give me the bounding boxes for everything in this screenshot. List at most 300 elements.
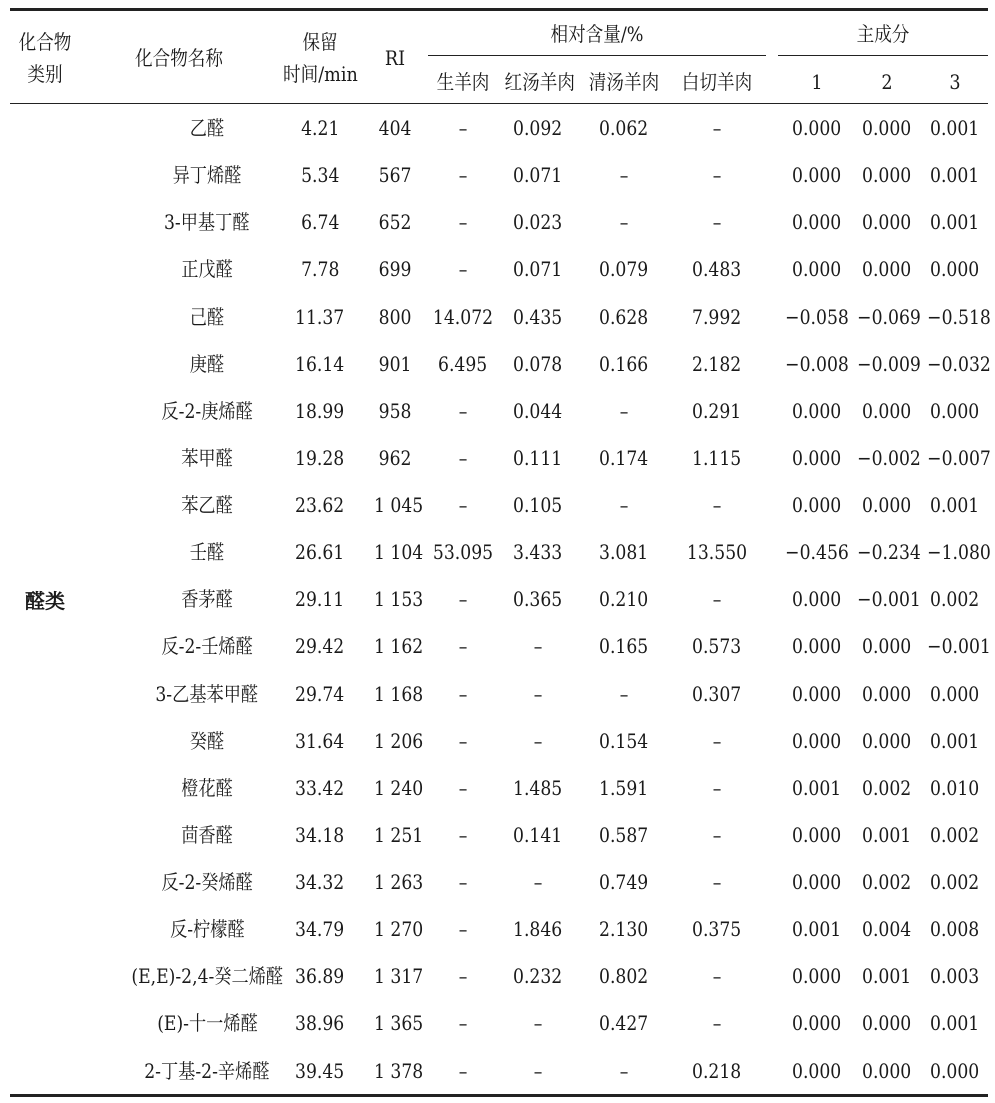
red-soup-mutton-cell <box>500 576 576 623</box>
red-soup-mutton-cell-text: 1.846 <box>513 917 563 942</box>
clear-soup-mutton-cell-text: 0.427 <box>599 1011 649 1036</box>
clear-soup-mutton-cell-text: 0.165 <box>599 634 649 659</box>
clear-soup-mutton-cell-text: – <box>619 493 629 517</box>
compound-name-cell-text: (E,E)-2,4-癸二烯醛 <box>131 964 283 989</box>
pc3-cell <box>922 435 991 482</box>
clear-soup-mutton-cell <box>582 906 666 953</box>
pc2-cell <box>852 765 922 812</box>
compound-name-cell-text: 癸醛 <box>189 728 225 753</box>
red-soup-mutton-cell <box>500 1000 576 1047</box>
white-cut-mutton-cell-text: – <box>712 116 722 140</box>
raw-mutton-cell-text: – <box>458 398 468 423</box>
table-row <box>0 388 995 435</box>
pc3-cell-text: 0.002 <box>930 587 980 612</box>
retention-index-cell-text: 1 168 <box>374 681 424 706</box>
pc2-cell-text: −0.009 <box>857 351 921 376</box>
clear-soup-mutton-cell <box>582 1048 666 1095</box>
compound-name-cell-text: 苯甲醛 <box>181 445 233 470</box>
raw-mutton-cell-text: – <box>458 681 468 706</box>
clear-soup-mutton-cell <box>582 246 666 293</box>
clear-soup-mutton-cell <box>582 388 666 435</box>
pc1-cell-text: 0.000 <box>792 964 842 989</box>
pc3-cell-text: 0.001 <box>930 163 980 188</box>
retention-time-cell <box>288 906 352 953</box>
red-soup-mutton-cell-text: – <box>533 1011 543 1036</box>
pc2-cell-text: 0.000 <box>862 493 912 517</box>
retention-time-cell <box>288 718 352 765</box>
pc1-cell <box>778 671 856 718</box>
red-soup-mutton-cell-text: 0.435 <box>513 304 563 329</box>
table-row <box>0 953 995 1000</box>
header-principal-component: 主成分 <box>856 22 910 46</box>
pc2-cell-text: 0.000 <box>862 163 912 188</box>
compound-name-cell-text: 正戊醛 <box>181 257 233 282</box>
header-pc-3: 3 <box>949 70 961 94</box>
header-pc-2: 2 <box>881 70 893 94</box>
raw-mutton-cell <box>428 1000 498 1047</box>
pc2-cell <box>852 953 922 1000</box>
pc2-cell <box>852 718 922 765</box>
category-label: 醛类 <box>25 589 65 613</box>
retention-time-cell-text: 34.79 <box>295 917 345 942</box>
clear-soup-mutton-cell <box>582 341 666 388</box>
retention-index-cell-text: 1 378 <box>374 1058 424 1083</box>
pc2-cell <box>852 812 922 859</box>
pc2-cell-text: 0.000 <box>862 210 912 235</box>
white-cut-mutton-cell <box>672 906 762 953</box>
retention-time-cell-text: 31.64 <box>295 728 345 753</box>
retention-time-cell <box>288 341 352 388</box>
retention-time-cell <box>288 812 352 859</box>
pc1-cell-text: 0.000 <box>792 163 842 188</box>
pc1-cell <box>778 294 856 341</box>
red-soup-mutton-cell-text: – <box>533 1058 543 1083</box>
pc1-cell-text: −0.008 <box>785 351 849 376</box>
table-row <box>0 246 995 293</box>
compound-name-cell <box>96 718 318 765</box>
header-compound-name: 化合物名称 <box>135 46 223 70</box>
red-soup-mutton-cell-text: 0.111 <box>513 445 563 470</box>
pc2-cell <box>852 152 922 199</box>
red-soup-mutton-cell-text: 3.433 <box>513 540 563 565</box>
pc3-cell-text: −1.080 <box>927 540 991 565</box>
pc1-cell-text: 0.000 <box>792 587 842 612</box>
white-cut-mutton-cell-text: – <box>712 587 722 612</box>
retention-time-cell <box>288 765 352 812</box>
retention-time-cell <box>288 859 352 906</box>
pc3-cell-text: 0.000 <box>930 681 980 706</box>
header-rt-line1: 保留 <box>302 30 338 54</box>
red-soup-mutton-cell <box>500 199 576 246</box>
compound-name-cell <box>96 152 318 199</box>
table-row <box>0 529 995 576</box>
pc2-cell-text: 0.000 <box>862 681 912 706</box>
clear-soup-mutton-cell-text: 3.081 <box>599 540 649 565</box>
retention-time-cell <box>288 482 352 529</box>
pc3-cell-text: 0.001 <box>930 728 980 753</box>
retention-time-cell <box>288 152 352 199</box>
header-sample-red-soup: 红汤羊肉 <box>504 70 575 94</box>
compound-name-cell-text: 3-甲基丁醛 <box>164 210 250 235</box>
clear-soup-mutton-cell <box>582 435 666 482</box>
retention-time-cell <box>288 529 352 576</box>
retention-time-cell-text: 29.11 <box>295 587 345 612</box>
raw-mutton-cell <box>428 529 498 576</box>
compound-name-cell <box>96 812 318 859</box>
retention-index-cell-text: 699 <box>378 257 412 282</box>
white-cut-mutton-cell <box>672 718 762 765</box>
pc1-cell <box>778 623 856 670</box>
pc2-cell <box>852 199 922 246</box>
white-cut-mutton-cell-text: 0.375 <box>692 917 742 942</box>
pc1-cell <box>778 1000 856 1047</box>
retention-index-cell-text: 1 153 <box>374 587 424 612</box>
raw-mutton-cell-text: – <box>458 870 468 894</box>
red-soup-mutton-cell <box>500 623 576 670</box>
pc3-cell <box>922 105 988 152</box>
pc2-cell-text: 0.002 <box>862 775 912 800</box>
retention-index-cell <box>370 294 420 341</box>
table-row <box>0 718 995 765</box>
white-cut-mutton-cell <box>672 671 762 718</box>
relative-content-underline <box>428 55 766 56</box>
retention-time-cell-text: 16.14 <box>295 351 345 376</box>
retention-time-cell-text: 7.78 <box>300 257 340 282</box>
compound-name-cell-text: 反-2-癸烯醛 <box>161 870 253 894</box>
retention-time-cell-text: 19.28 <box>295 445 345 470</box>
white-cut-mutton-cell <box>672 341 762 388</box>
red-soup-mutton-cell <box>500 953 576 1000</box>
clear-soup-mutton-cell <box>582 953 666 1000</box>
table-row <box>0 765 995 812</box>
white-cut-mutton-cell-text: 0.307 <box>692 681 742 706</box>
pc3-cell-text: 0.001 <box>930 1011 980 1036</box>
pc1-cell-text: 0.000 <box>792 398 842 423</box>
header-relative-content: 相对含量/% <box>550 22 644 46</box>
pc3-cell-text: −0.001 <box>927 634 991 659</box>
pc3-cell-text: 0.010 <box>930 775 980 800</box>
pc2-cell-text: 0.000 <box>862 728 912 753</box>
white-cut-mutton-cell <box>672 435 762 482</box>
clear-soup-mutton-cell <box>582 1000 666 1047</box>
pc2-cell <box>852 341 922 388</box>
pc3-cell-text: 0.000 <box>930 257 980 282</box>
pc3-cell-text: 0.001 <box>930 493 980 517</box>
clear-soup-mutton-cell-text: 0.174 <box>599 445 649 470</box>
pc3-cell <box>922 623 991 670</box>
raw-mutton-cell <box>428 435 498 482</box>
retention-index-cell-text: 901 <box>378 351 412 376</box>
compound-name-cell-text: 庚醛 <box>189 351 225 376</box>
compound-name-cell-text: 香茅醛 <box>181 587 233 612</box>
compound-name-cell-text: 壬醛 <box>189 540 225 565</box>
retention-time-cell <box>288 1048 352 1095</box>
table-row <box>0 623 995 670</box>
compound-name-cell <box>96 482 318 529</box>
retention-index-cell <box>370 152 420 199</box>
raw-mutton-cell-text: 53.095 <box>432 540 494 565</box>
red-soup-mutton-cell-text: 0.092 <box>513 116 563 140</box>
pc2-cell-text: 0.000 <box>862 257 912 282</box>
clear-soup-mutton-cell <box>582 812 666 859</box>
table-row <box>0 1048 995 1095</box>
retention-index-cell <box>370 812 424 859</box>
raw-mutton-cell-text: 14.072 <box>432 304 494 329</box>
compound-name-cell-text: 己醛 <box>189 304 225 329</box>
white-cut-mutton-cell <box>672 576 762 623</box>
white-cut-mutton-cell <box>672 1000 762 1047</box>
retention-time-cell-text: 23.62 <box>295 493 345 517</box>
retention-time-cell-text: 34.18 <box>295 822 345 847</box>
clear-soup-mutton-cell-text: – <box>619 163 629 188</box>
clear-soup-mutton-cell-text: – <box>619 681 629 706</box>
pc3-cell <box>922 859 988 906</box>
header-rt-line2: 时间/min <box>283 62 358 86</box>
pc3-cell <box>922 765 988 812</box>
pc3-cell-text: 0.003 <box>930 964 980 989</box>
pc3-cell-text: 0.000 <box>930 1058 980 1083</box>
white-cut-mutton-cell <box>672 105 762 152</box>
retention-time-cell <box>288 623 352 670</box>
clear-soup-mutton-cell-text: 1.591 <box>599 775 649 800</box>
retention-index-cell-text: 958 <box>378 398 412 423</box>
compound-name-cell-text: 反-2-壬烯醛 <box>161 634 253 659</box>
retention-time-cell-text: 39.45 <box>295 1058 345 1083</box>
retention-index-cell-text: 404 <box>378 116 412 140</box>
retention-time-cell-text: 5.34 <box>300 163 340 188</box>
pc1-cell-text: 0.000 <box>792 116 842 140</box>
red-soup-mutton-cell-text: 0.044 <box>513 398 563 423</box>
pc2-cell-text: −0.234 <box>857 540 921 565</box>
white-cut-mutton-cell <box>672 1048 762 1095</box>
pc3-cell-text: 0.001 <box>930 210 980 235</box>
table-row <box>0 294 995 341</box>
clear-soup-mutton-cell <box>582 671 666 718</box>
raw-mutton-cell <box>428 199 498 246</box>
pc1-cell <box>778 1048 856 1095</box>
clear-soup-mutton-cell-text: 0.628 <box>599 304 649 329</box>
white-cut-mutton-cell-text: 7.992 <box>692 304 742 329</box>
compound-name-cell-text: 反-柠檬醛 <box>169 917 245 942</box>
table-row <box>0 859 995 906</box>
pc2-cell-text: 0.000 <box>862 1058 912 1083</box>
pc3-cell <box>922 718 988 765</box>
pc3-cell <box>922 529 991 576</box>
pc2-cell-text: 0.000 <box>862 634 912 659</box>
compound-name-cell-text: 2-丁基-2-辛烯醛 <box>144 1058 270 1083</box>
compound-name-cell <box>96 671 318 718</box>
retention-index-cell <box>370 718 424 765</box>
retention-index-cell <box>370 341 420 388</box>
raw-mutton-cell <box>428 482 498 529</box>
raw-mutton-cell <box>428 906 498 953</box>
pc1-cell <box>778 341 856 388</box>
clear-soup-mutton-cell-text: 0.210 <box>599 587 649 612</box>
red-soup-mutton-cell-text: – <box>533 681 543 706</box>
pc3-cell-text: 0.000 <box>930 398 980 423</box>
retention-index-cell <box>370 1048 424 1095</box>
pc1-cell-text: 0.000 <box>792 634 842 659</box>
pc1-cell <box>778 152 856 199</box>
pc1-cell <box>778 482 856 529</box>
retention-time-cell-text: 11.37 <box>295 304 345 329</box>
clear-soup-mutton-cell-text: 2.130 <box>599 917 649 942</box>
pc2-cell <box>852 1000 922 1047</box>
compound-name-cell <box>96 1048 318 1095</box>
compound-name-cell <box>96 294 318 341</box>
white-cut-mutton-cell <box>672 152 762 199</box>
pc1-cell-text: 0.000 <box>792 822 842 847</box>
compound-name-cell-text: 橙花醛 <box>181 775 233 800</box>
pc3-cell <box>922 812 988 859</box>
clear-soup-mutton-cell <box>582 765 666 812</box>
raw-mutton-cell <box>428 105 498 152</box>
pc2-cell-text: −0.001 <box>857 587 921 612</box>
retention-index-cell <box>370 529 424 576</box>
retention-index-cell-text: 1 263 <box>374 870 424 894</box>
retention-index-cell <box>370 1000 424 1047</box>
compound-name-cell <box>96 953 318 1000</box>
compound-name-cell-text: (E)-十一烯醛 <box>156 1011 258 1036</box>
pc3-cell <box>922 671 988 718</box>
header-sample-white-cut: 白切羊肉 <box>681 70 753 94</box>
header-bottom-rule <box>10 103 988 104</box>
raw-mutton-cell-text: – <box>458 257 468 282</box>
pc3-cell <box>922 906 988 953</box>
retention-time-cell-text: 38.96 <box>295 1011 345 1036</box>
pc2-cell <box>852 294 922 341</box>
compound-name-cell <box>96 341 318 388</box>
pc1-cell-text: 0.001 <box>792 775 842 800</box>
raw-mutton-cell-text: – <box>458 1011 468 1036</box>
pc1-cell <box>778 435 856 482</box>
pc3-cell <box>922 1000 988 1047</box>
compound-name-cell-text: 3-乙基苯甲醛 <box>155 681 259 706</box>
red-soup-mutton-cell <box>500 105 576 152</box>
red-soup-mutton-cell-text: 0.071 <box>513 257 563 282</box>
red-soup-mutton-cell <box>500 859 576 906</box>
table-row <box>0 671 995 718</box>
pc3-cell <box>922 199 988 246</box>
pc3-cell-text: 0.002 <box>930 822 980 847</box>
clear-soup-mutton-cell-text: – <box>619 1058 629 1083</box>
retention-time-cell-text: 26.61 <box>295 540 345 565</box>
pc3-cell-text: −0.518 <box>927 304 991 329</box>
pc2-cell-text: −0.002 <box>857 445 921 470</box>
table-row <box>0 812 995 859</box>
white-cut-mutton-cell-text: – <box>712 964 722 989</box>
pc2-cell-text: 0.000 <box>862 116 912 140</box>
header-category-line2: 类别 <box>27 62 63 86</box>
pc1-cell-text: 0.000 <box>792 1058 842 1083</box>
retention-index-cell <box>370 435 420 482</box>
pc2-cell <box>852 529 922 576</box>
pc2-cell <box>852 671 922 718</box>
white-cut-mutton-cell-text: – <box>712 728 722 753</box>
pc1-cell <box>778 906 856 953</box>
white-cut-mutton-cell <box>672 859 762 906</box>
red-soup-mutton-cell-text: 0.023 <box>513 210 563 235</box>
retention-index-cell-text: 1 270 <box>374 917 424 942</box>
retention-index-cell <box>370 388 420 435</box>
raw-mutton-cell-text: 6.495 <box>438 351 488 376</box>
retention-time-cell-text: 29.74 <box>295 681 345 706</box>
white-cut-mutton-cell-text: 2.182 <box>692 351 742 376</box>
table-row <box>0 1000 995 1047</box>
pc2-cell-text: 0.001 <box>862 822 912 847</box>
raw-mutton-cell-text: – <box>458 587 468 612</box>
compound-name-cell <box>96 199 318 246</box>
pc3-cell <box>922 294 991 341</box>
retention-index-cell <box>370 906 424 953</box>
pc3-cell <box>922 246 988 293</box>
raw-mutton-cell <box>428 388 498 435</box>
red-soup-mutton-cell-text: 0.071 <box>513 163 563 188</box>
raw-mutton-cell-text: – <box>458 822 468 847</box>
clear-soup-mutton-cell-text: – <box>619 398 629 423</box>
pc1-cell-text: 0.000 <box>792 210 842 235</box>
red-soup-mutton-cell <box>500 152 576 199</box>
raw-mutton-cell-text: – <box>458 493 468 517</box>
retention-time-cell <box>288 246 352 293</box>
pc2-cell <box>852 482 922 529</box>
clear-soup-mutton-cell <box>582 718 666 765</box>
clear-soup-mutton-cell-text: 0.587 <box>599 822 649 847</box>
red-soup-mutton-cell-text: 1.485 <box>513 775 563 800</box>
clear-soup-mutton-cell-text: 0.749 <box>599 870 649 894</box>
retention-time-cell <box>288 953 352 1000</box>
red-soup-mutton-cell-text: – <box>533 634 543 659</box>
clear-soup-mutton-cell <box>582 482 666 529</box>
raw-mutton-cell <box>428 152 498 199</box>
compound-name-cell-text: 茴香醛 <box>181 822 233 847</box>
compound-name-cell <box>96 906 318 953</box>
retention-time-cell-text: 33.42 <box>295 775 345 800</box>
clear-soup-mutton-cell <box>582 294 666 341</box>
raw-mutton-cell <box>428 576 498 623</box>
white-cut-mutton-cell-text: 0.218 <box>692 1058 742 1083</box>
raw-mutton-cell-text: – <box>458 728 468 753</box>
retention-index-cell <box>370 199 420 246</box>
pc1-cell <box>778 765 856 812</box>
compound-name-cell <box>96 435 318 482</box>
white-cut-mutton-cell-text: – <box>712 870 722 894</box>
pc2-cell-text: 0.001 <box>862 964 912 989</box>
pc1-cell-text: 0.001 <box>792 917 842 942</box>
red-soup-mutton-cell-text: 0.078 <box>513 351 563 376</box>
header-pc-1: 1 <box>811 70 823 94</box>
retention-index-cell-text: 1 240 <box>374 775 424 800</box>
pc1-cell <box>778 859 856 906</box>
clear-soup-mutton-cell <box>582 576 666 623</box>
pc2-cell-text: −0.069 <box>857 304 921 329</box>
pc2-cell <box>852 576 922 623</box>
table-row <box>0 435 995 482</box>
retention-index-cell <box>370 671 424 718</box>
retention-index-cell-text: 1 045 <box>374 493 424 517</box>
pc2-cell <box>852 906 922 953</box>
table-row <box>0 152 995 199</box>
compound-name-cell <box>96 623 318 670</box>
pc2-cell-text: 0.000 <box>862 398 912 423</box>
retention-index-cell <box>370 623 424 670</box>
white-cut-mutton-cell <box>672 482 762 529</box>
principal-component-underline <box>778 55 988 56</box>
retention-index-cell-text: 962 <box>378 445 412 470</box>
pc1-cell-text: −0.058 <box>785 304 849 329</box>
red-soup-mutton-cell <box>500 671 576 718</box>
red-soup-mutton-cell-text: 0.232 <box>513 964 563 989</box>
